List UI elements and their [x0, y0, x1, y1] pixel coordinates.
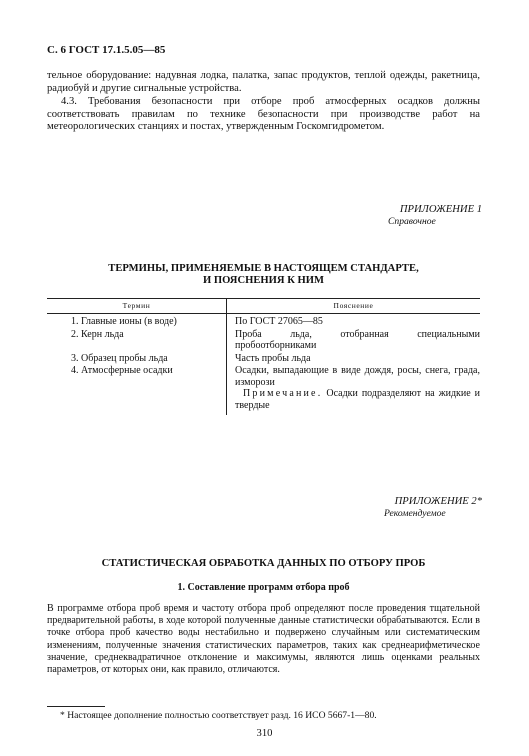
- table-row: [47, 314, 480, 328]
- appendix-2-title: ПРИЛОЖЕНИЕ 2*: [394, 496, 482, 507]
- term-cell: 3. Образец пробы льда: [47, 352, 227, 365]
- explanation-cell: По ГОСТ 27065—85: [235, 316, 323, 327]
- table-row: [47, 352, 480, 365]
- statistics-paragraph-text: В программе отбора проб время и частоту отбора проб определяют после проведения тщательной предварительной работы, в ходе которой полученные данные статистически обрабатываются. Если в точке отбора проб качество воды нестабильно и подвержено случайным или систематическим изменениям, полученные значения статистических параметров, таких как среднеарифметическое значение, среднеквадратичное отклонение и максимумы, являются лишь оценками реальных параметров, от которых они, как правило, отличаются.: [47, 603, 480, 676]
- terms-heading-line-2: И ПОЯСНЕНИЯ К НИМ: [202, 275, 325, 286]
- term-cell: 2. Керн льда: [47, 328, 227, 352]
- page-number: 310: [256, 728, 273, 739]
- term-cell: 4. Атмосферные осадки: [47, 364, 227, 415]
- table-row: [47, 364, 480, 415]
- note-text: Осадки подразделяют на жидкие и твердые: [235, 388, 480, 411]
- term-cell: 1. Главные ионы (в воде): [47, 314, 227, 328]
- appendix-1-subtitle: Справочное: [388, 216, 436, 227]
- subsection-heading: 1. Составление программ отбора проб: [177, 582, 350, 593]
- clause-4-3-text: 4.3. Требования безопасности при отборе проб атмосферных осадков должны соответствовать правилам по технике безопасности при производстве работ на метеорологических станциях и постах, утвержденным Госкомгидрометом.: [47, 96, 480, 133]
- page-header: С. 6 ГОСТ 17.1.5.05—85: [47, 44, 166, 56]
- note-label: Примечание.: [243, 388, 323, 399]
- footnote-separator: [47, 706, 105, 707]
- statistics-paragraph: [47, 603, 480, 676]
- appendix-2-subtitle: Рекомендуемое: [384, 508, 446, 519]
- column-header-term: Термин: [47, 299, 227, 314]
- table-note: [235, 388, 480, 411]
- column-header-explanation: Пояснение: [227, 299, 481, 314]
- explanation-cell: [227, 364, 481, 415]
- statistics-heading: СТАТИСТИЧЕСКАЯ ОБРАБОТКА ДАННЫХ ПО ОТБОРУ ПРОБ: [101, 558, 426, 569]
- terms-heading-line-1: ТЕРМИНЫ, ПРИМЕНЯЕМЫЕ В НАСТОЯЩЕМ СТАНДАРТЕ,: [108, 263, 419, 274]
- terms-heading: [47, 263, 480, 287]
- explanation-text: Осадки, выпадающие в виде дождя, росы, снега, града, изморози: [235, 365, 480, 388]
- intro-continuation: тельное оборудование: надувная лодка, палатка, запас продуктов, теплой одежды, ракетница, радиобуй и другие сигнальные устройства.: [47, 70, 480, 94]
- explanation-cell: Проба льда, отобранная специальными пробоотборниками: [235, 328, 480, 351]
- terms-table: [47, 298, 480, 415]
- terms-table-header: [47, 299, 480, 314]
- explanation-cell: Часть пробы льда: [235, 352, 311, 364]
- footnote: * Настоящее дополнение полностью соответствует разд. 16 ИСО 5667-1—80.: [60, 710, 377, 721]
- appendix-1-title: ПРИЛОЖЕНИЕ 1: [399, 204, 482, 215]
- table-row: [47, 328, 480, 352]
- clause-4-3: [47, 96, 480, 134]
